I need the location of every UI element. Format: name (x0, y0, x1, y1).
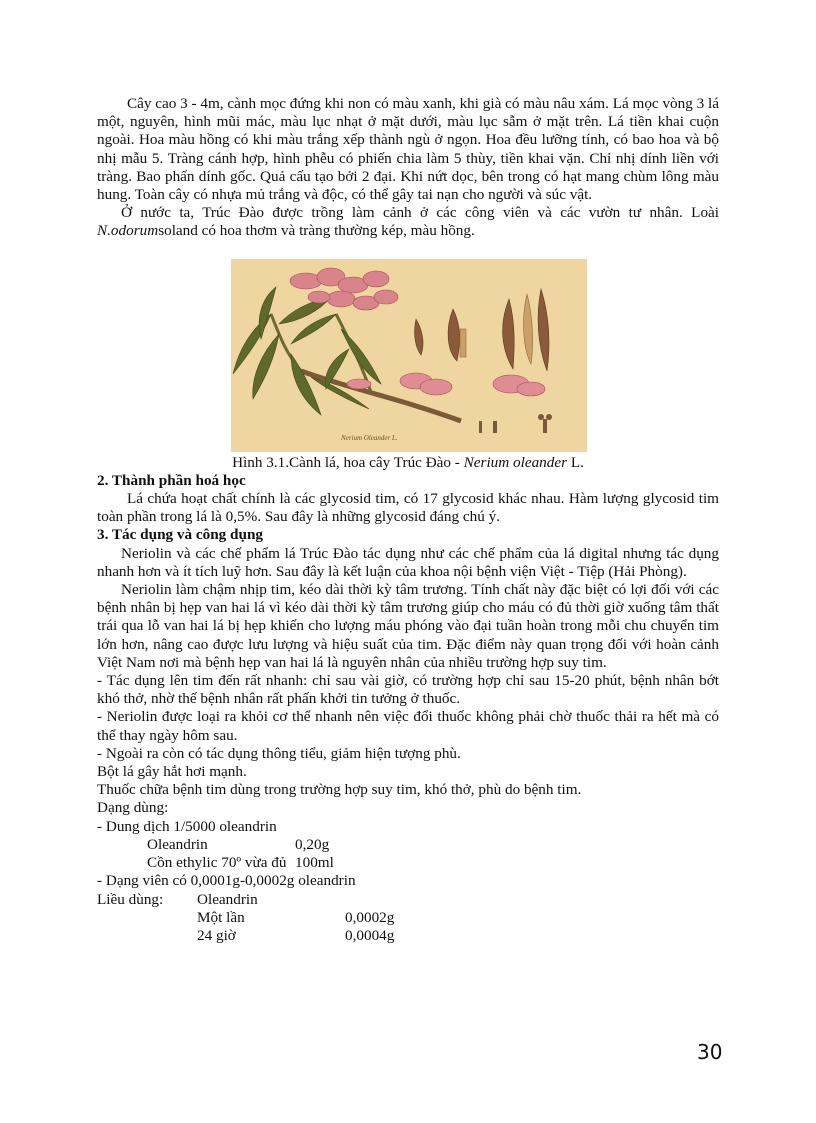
dose-row: 24 giờ 0,0004g (197, 926, 395, 944)
recipe-row: Cồn ethylic 70º vừa đủ 100ml (147, 854, 334, 872)
species-name: N.odorum (97, 222, 159, 240)
figure-caption: Hình 3.1.Cành lá, hoa cây Trúc Đào - Nerium oleander L. (232, 453, 584, 471)
distribution-paragraph: Ở nước ta, Trúc Đào được trồng làm cảnh ở các công viên và các vườn tư nhân. Loài N.odorumsoland có hoa thơm và tràng thường kép, màu hồng. (97, 204, 719, 240)
uses-bullet-3: - Ngoài ra còn có tác dụng thông tiểu, giảm hiện tượng phù. (97, 744, 461, 762)
uses-bullet-1: - Tác dụng lên tim đến rất nhanh: chỉ sau vài giờ, có trường hợp chỉ sau 15-20 phút, bệnh nhân bớt khó thở, nhờ thế bệnh nhân rất phấn khởi tin tưởng ở thuốc. (97, 672, 719, 708)
description-paragraph: Cây cao 3 - 4m, cành mọc đứng khi non có màu xanh, khi già có màu nâu xám. Lá mọc vòng 3 lá một, nguyên, hình mũi mác, màu lục nhạt ở mặt dưới, màu lục sẫm ở mặt trên. Lá tiền khai cuộn ngoài. Hoa màu hồng có khi màu trắng xếp thành ngù ở ngọn. Hoa đều lưỡng tính, có bao hoa và bộ nhị mẫu 5. Tràng cánh hợp, hình phễu có phiến chia làm 5 thùy, tiền khai vặn. Chỉ nhị dính liền với tràng. Bao phấn dính gốc. Quả cấu tạo bởi 2 đại. Khi nứt dọc, bên trong có hạt mang chùm lông màu hung. Toàn cây có nhựa mủ trắng và độc, có thể gây tai nạn cho người và súc vật. (97, 95, 719, 204)
uses-paragraph-2: Neriolin làm chậm nhịp tim, kéo dài thời kỳ tâm trương. Tính chất này đặc biệt có lợi đối với các bệnh nhân bị hẹp van hai lá vì kéo dài thời kỳ tâm trương giúp cho máu có đủ thời giờ xuống tâm thất trái qua lỗ van hai lá bị hẹp khiến cho lượng máu phóng vào đại tuần hoàn trong mỗi chu chuyển tim lớn hơn, nâng cao được lưu lượng và hiệu suất của tim. Đặc điểm này quan trọng đối với hoàn cảnh Việt Nam nơi mà bệnh hẹp van hai lá là nguyên nhân của nhiều trường hợp suy tim. (97, 581, 719, 671)
text-line: - Dạng viên có 0,0001g-0,0002g oleandrin (97, 872, 356, 890)
section-heading-chemistry: 2. Thành phần hoá học (97, 471, 246, 489)
chemistry-paragraph: Lá chứa hoạt chất chính là các glycosid tim, có 17 glycosid khác nhau. Hàm lượng glycosid tim toàn phần trong lá là 0,5%. Sau đây là những glycosid đáng chú ý. (97, 490, 719, 526)
recipe-row: Oleandrin 0,20g (147, 835, 330, 853)
text-line: Dạng dùng: (97, 799, 169, 817)
dose-row: Một lần 0,0002g (197, 908, 395, 926)
page-number: 30 (697, 1040, 723, 1064)
plate-label: Nerium Oleander L. (341, 433, 398, 442)
uses-paragraph-1: Neriolin và các chế phẩm lá Trúc Đào tác dụng như các chế phẩm của lá digital nhưng tác dụng nhanh hơn và ít tích luỹ hơn. Sau đây là kết luận của khoa nội bệnh viện Việt - Tiệp (Hải Phòng). (97, 544, 719, 580)
text-line: Bột lá gây hắt hơi mạnh. (97, 763, 247, 781)
oleander-illustration (231, 259, 587, 452)
uses-bullet-2: - Neriolin được loại ra khỏi cơ thể nhanh nên việc đổi thuốc không phải chờ thuốc thải ra hết mà có thể thay ngày hôm sau. (97, 708, 719, 744)
page-body (97, 95, 719, 945)
text-line: Thuốc chữa bệnh tim dùng trong trường hợp suy tim, khó thở, phù do bệnh tim. (97, 781, 582, 799)
dose-row: Liều dùng: Oleandrin (97, 890, 258, 908)
botanical-plate (231, 259, 587, 452)
section-heading-uses: 3. Tác dụng và công dụng (97, 526, 263, 544)
text-line: - Dung dịch 1/5000 oleandrin (97, 817, 277, 835)
